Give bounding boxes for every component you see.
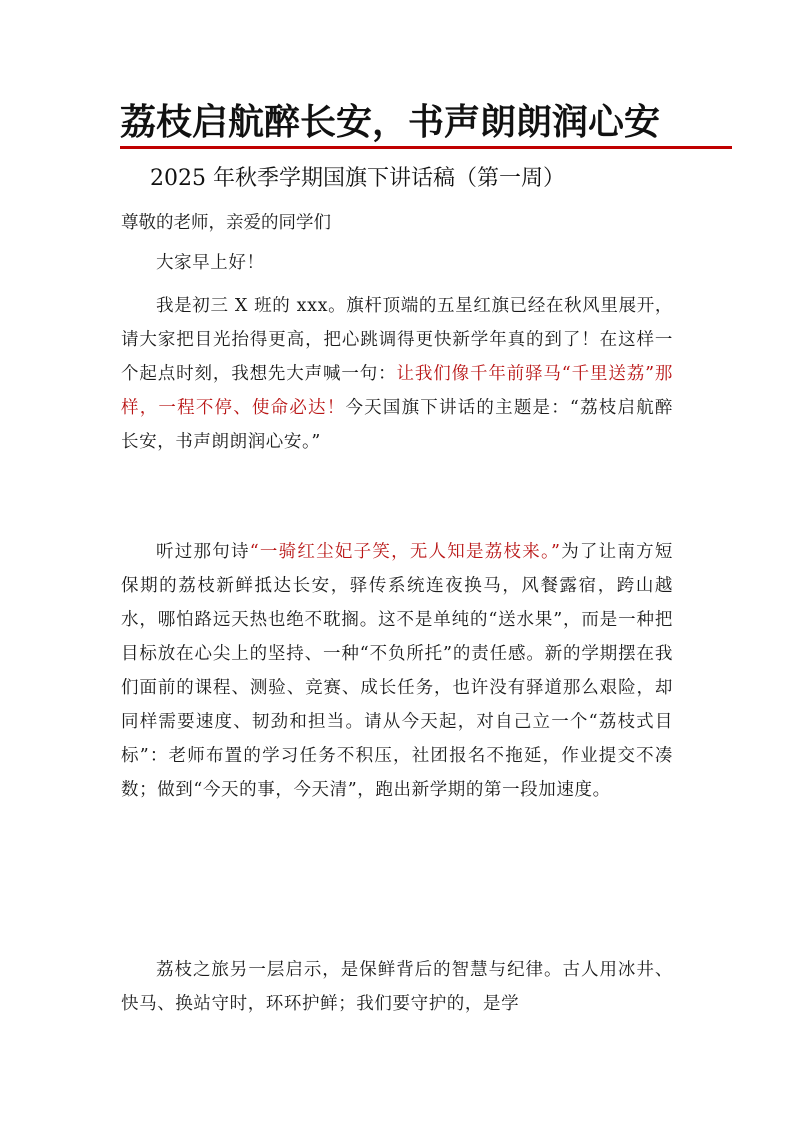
paragraph-2-poem-quote: “一骑红尘妃子笑，无人知是荔枝来。” bbox=[249, 542, 561, 562]
salutation: 尊敬的老师，亲爱的同学们 bbox=[121, 213, 331, 233]
subtitle: 2025 年秋季学期国旗下讲话稿（第一周） bbox=[150, 166, 565, 191]
opening-paragraph bbox=[121, 246, 673, 280]
title-underline bbox=[120, 146, 732, 149]
paragraph-1-text-a: 我是初三 X 班的 xxx。旗杆顶端的五星红旗已经在秋风里展开，请大家把目光抬得更高，把心跳调得更快新学年真的到了！在这样一个起点时刻，我想先大声喊一句： bbox=[121, 296, 673, 384]
paragraph-1 bbox=[121, 289, 673, 459]
paragraph-2 bbox=[121, 535, 673, 807]
paragraph-3-text: 荔枝之旅另一层启示，是保鲜背后的智慧与纪律。古人用冰井、快马、换站守时，环环护鲜；我们要守护的，是学 bbox=[121, 960, 673, 1014]
paragraph-2-text-b: 为了让南方短保期的荔枝新鲜抵达长安，驿传系统连夜换马，风餐露宿，跨山越水，哪怕路远天热也绝不耽搁。这不是单纯的“送水果”，而是一种把目标放在心尖上的坚持、一种“不负所托”的责任感。新的学期摆在我们面前的课程、测验、竞赛、成长任务，也许没有驿道那么艰险，却同样需要速度、韧劲和担当。请从今天起，对自己立一个“荔枝式目标”：老师布置的学习任务不积压，社团报名不拖延，作业提交不凑数；做到“今天的事，今天清”，跑出新学期的第一段加速度。 bbox=[121, 542, 673, 800]
paragraph-1-text-b: 今天国旗下讲话的主题是：“荔枝启航醉长安，书声朗朗润心安。” bbox=[121, 398, 673, 452]
opening-text: 大家早上好！ bbox=[156, 253, 265, 273]
page-title: 荔枝启航醉长安，书声朗朗润心安 bbox=[120, 102, 661, 143]
paragraph-1-highlight: 让我们像千年前驿马“千里送荔”那样，一程不停、使命必达！ bbox=[121, 364, 673, 418]
paragraph-2-text-a: 听过那句诗 bbox=[156, 542, 250, 562]
paragraph-3 bbox=[121, 953, 673, 1021]
